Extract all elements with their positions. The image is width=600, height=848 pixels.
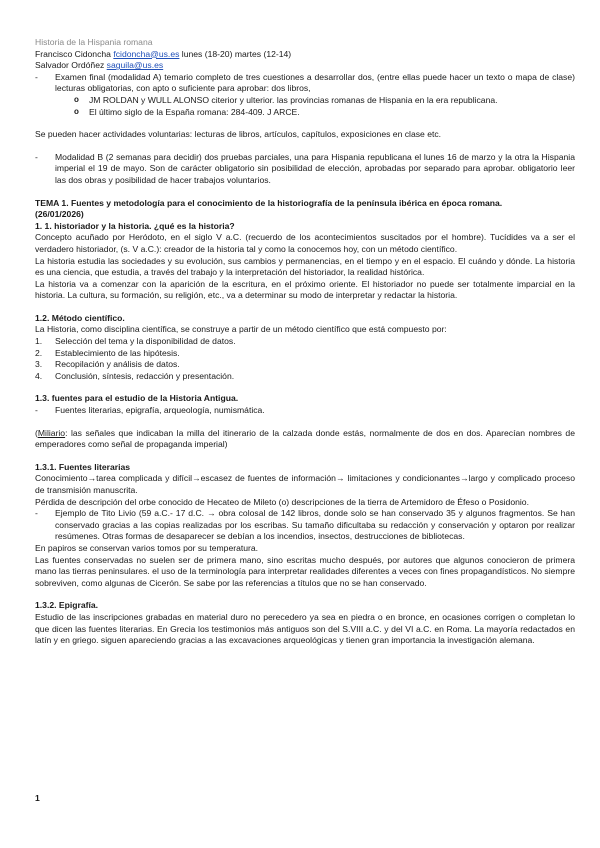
section-1-3-2-paragraph-1: Estudio de las inscripciones grabadas en material duro no perecedero ya sea en piedra o en bronce, en ocasiones corrigen o completan lo que dicen las fuentes literarias. En Grecia los testimonios más antiguos son del S.VIII a.C. y del VI a.C. en Roma. La mayoría redactados en latín y en griego. siguen apareciendo gracias a las excavaciones arqueológicas y tienen gran importancia la investigación alemana. [35,611,575,646]
tema-1-title: TEMA 1. Fuentes y metodología para el conocimiento de la historiografía de la península ibérica en época romana. [35,197,503,208]
professor-1-hours: lunes (18-20) martes (12-14) [179,48,292,59]
section-1-1-paragraph-2: La historia estudia las sociedades y su evolución, sus cambios y permanencias, en el tiempo y en el espacio. El cuándo y dónde. La historia es una ciencia, que estudia, a través del trabajo y la interpretación del historiador, la realidad histórica. [35,255,575,278]
voluntary-activities: Se pueden hacer actividades voluntarias: lecturas de libros, artículos, capítulos, exposiciones en clase etc. [35,129,442,140]
section-1-2-intro: La Historia, como disciplina científica, se construye a partir de un método científico que está compuesto por: [35,324,447,335]
tema-1-heading [35,198,575,221]
section-1-1-heading: 1. 1. historiador y la historia. ¿qué es la historia? [35,220,235,231]
reading-book-1: o JM ROLDAN y WULL ALONSO citerior y ulterior. las provincias romanas de Hispania en la era republicana. [35,95,575,107]
professor-1-name: Francisco Cidoncha [35,48,114,59]
reading-book-2: o El último siglo de la España romana: 284-409. J ARCE. [35,107,575,119]
professor-2-name: Salvador Ordóñez [35,60,107,71]
section-1-1-paragraph-3: La historia va a comenzar con la aparición de la escritura, en el próximo oriente. El historiador no puede ser totalmente imparcial en la historia. La cultura, su formación, su religión, etc., va a determinar su modo de interpretar y redactar la historia. [35,278,575,301]
professor-2-email-link[interactable]: saguila@us.es [106,60,164,71]
method-step: 4. Conclusión, síntesis, redacción y presentación. [35,370,235,381]
professor-1-line [35,49,575,61]
section-1-3-1-paragraph-3: En papiros se conservan varios tomos por su temperatura. [35,542,259,553]
section-1-3-heading: 1.3. fuentes para el estudio de la Historia Antigua. [35,393,239,404]
professor-1-email-link[interactable]: fcidoncha@us.es [113,48,180,59]
section-1-2-heading: 1.2. Método científico. [35,312,125,323]
document-title: Historia de la Hispania romana [35,37,153,47]
exam-modality-b: - Modalidad B (2 semanas para decidir) dos pruebas parciales, una para Hispania republicana el lunes 16 de marzo y la otra la Hispania imperial el 19 de mayo. Son de carácter obligatorio sin posibilidad de elección, aprobadas por separado para aprobar. obligatorio leer las dos obras y posibilidad de hacer trabajos voluntarios. [35,152,575,187]
section-1-3-1-paragraph-4: Las fuentes conservadas no suelen ser de primera mano, sino escritas mucho después, por autores que algunos conocieron de primera mano las tierras peninsulares. el uso de la terminología para interpretar realidades diferentes a veces con fines propagandísticos. No siempre sobreviven, como algunas de Cicerón. Se sabe por las referencias a títulos que no se han conservado. [35,554,575,588]
method-step: 2. Establecimiento de las hipótesis. [35,347,180,358]
miliario-term: Miliario [37,427,66,438]
section-1-3-1-paragraph-1: Conocimiento→tarea complicada y difícil→escasez de fuentes de información→ limitaciones y condicionantes→largo y complicado proceso de transmisión manuscrita. [35,473,575,495]
professor-2-line [35,60,575,72]
page-number: 1 [35,793,40,803]
document-page [35,37,575,647]
section-1-3-1-heading: 1.3.1. Fuentes literarias [35,461,131,472]
tema-1-date: (26/01/2026) [35,209,84,220]
tito-livio-example: - Ejemplo de Tito Livio (59 a.C.- 17 d.C. → obra colosal de 142 libros, donde solo se han conservado 35 y algunos fragmentos. Se han conservado gracias a las copias realizadas por los escribas. Su tamaño dificultaba su redacción y conservación y optaron por realizar resúmenes. Otras formas de desaparecer se debían a los incendios, insectos, destrucciones de bibliotecas. [35,508,575,543]
method-step: 3. Recopilación y análisis de datos. [35,359,180,370]
exam-modality-a: - Examen final (modalidad A) temario completo de tres cuestiones a desarrollar dos, (entre ellas puede hacer un texto o mapa de clase) lecturas obligatorias, con apto o suficiente para aprobar: dos libros, [35,72,575,95]
section-1-3-2-heading: 1.3.2. Epigrafía. [35,600,99,611]
method-step: 1. Selección del tema y la disponibilidad de datos. [35,336,236,347]
section-1-1-paragraph-1: Concepto acuñado por Heródoto, en el siglo V a.C. (recuerdo de los acontecimientos suscitados por el hombre). Tucídides va a ser el verdadero historiador, (s. V a.C.): creador de la historia tal y como la conocemos hoy, con un método científico. [35,232,575,254]
miliario-note: (Miliario: las señales que indicaban la milla del itinerario de la calzada donde estás, normalmente de dos en dos. Aparecían nombres de emperadores como señal de propaganda imperial) [35,427,575,450]
source-types-item: - Fuentes literarias, epigrafía, arqueología, numismática. [35,405,575,417]
section-1-3-1-paragraph-2: Pérdida de descripción del orbe conocido de Hecateo de Mileto (o) descripciones de la tierra de Artemidoro de Éfeso o Posidonio. [35,496,529,507]
